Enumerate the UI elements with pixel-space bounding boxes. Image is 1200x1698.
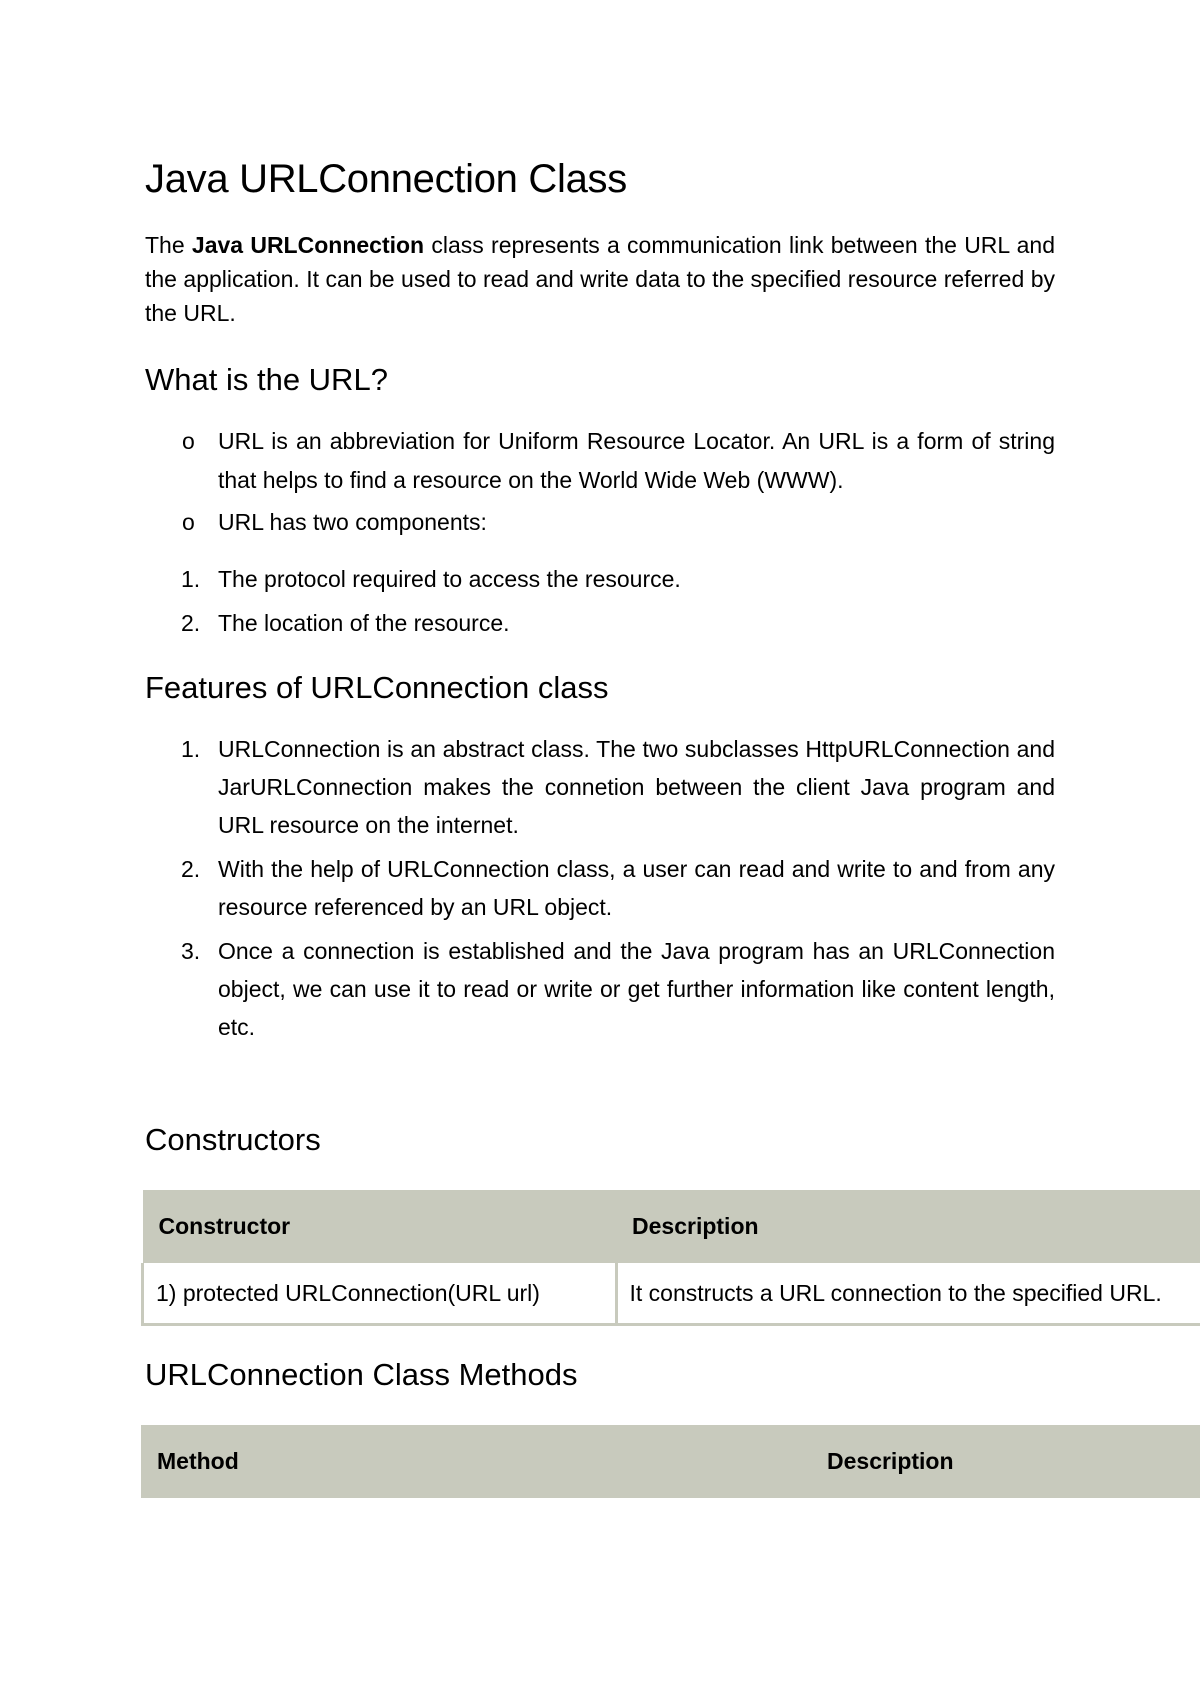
intro-suffix: class represents a communication link between the URL and the application. It can be used to read and write data to the specified resource referred by the URL. [145, 232, 1055, 326]
feature-text: With the help of URLConnection class, a user can read and write to and from any resource referenced by an URL object. [218, 856, 1055, 920]
column-header-description: Description [616, 1190, 1200, 1263]
constructor-cell: 1) protected URLConnection(URL url) [143, 1263, 617, 1325]
component-text: The protocol required to access the resource. [218, 566, 681, 592]
column-header-method: Method [141, 1425, 811, 1498]
component-item [145, 604, 1055, 642]
methods-table [141, 1425, 1200, 1498]
list-number: 3. [181, 938, 201, 964]
bullet-text: URL has two components: [218, 509, 487, 535]
bullet-text: URL is an abbreviation for Uniform Resource Locator. An URL is a form of string that helps to find a resource on the World Wide Web (WWW). [218, 428, 1055, 493]
url-bullet-item [145, 503, 1055, 542]
table-row [143, 1263, 1200, 1325]
list-number: 1. [181, 566, 201, 592]
url-bullet-list [145, 422, 1055, 542]
constructors-table [141, 1190, 1200, 1326]
feature-text: Once a connection is established and the Java program has an URLConnection object, we can use it to read or write or get further information like content length, etc. [218, 938, 1055, 1040]
feature-text: URLConnection is an abstract class. The two subclasses HttpURLConnection and JarURLConnection makes the connetion between the client Java program and URL resource on the internet. [218, 736, 1055, 838]
url-bullet-item [145, 422, 1055, 500]
table-header-row [141, 1425, 1200, 1498]
column-header-description: Description [811, 1425, 1200, 1498]
intro-paragraph [145, 228, 1055, 330]
feature-item [145, 730, 1055, 844]
heading-what-is-url: What is the URL? [145, 362, 388, 397]
component-item [145, 560, 1055, 598]
list-number: 2. [181, 610, 201, 636]
bullet-marker: o [182, 428, 195, 454]
heading-constructors: Constructors [145, 1122, 321, 1157]
list-number: 1. [181, 736, 201, 762]
page-title: Java URLConnection Class [145, 157, 627, 201]
feature-item [145, 850, 1055, 926]
features-list [145, 730, 1055, 1046]
table-header-row [143, 1190, 1200, 1263]
list-number: 2. [181, 856, 201, 882]
feature-item [145, 932, 1055, 1046]
document-body [145, 155, 1055, 1072]
heading-features: Features of URLConnection class [145, 670, 609, 705]
column-header-constructor: Constructor [143, 1190, 617, 1263]
bullet-marker: o [182, 509, 195, 535]
heading-methods: URLConnection Class Methods [145, 1357, 578, 1392]
intro-bold-term: Java URLConnection [191, 232, 425, 258]
component-text: The location of the resource. [218, 610, 510, 636]
intro-prefix: The [145, 232, 192, 258]
url-components-list [145, 560, 1055, 642]
description-cell: It constructs a URL connection to the specified URL. [616, 1263, 1200, 1325]
